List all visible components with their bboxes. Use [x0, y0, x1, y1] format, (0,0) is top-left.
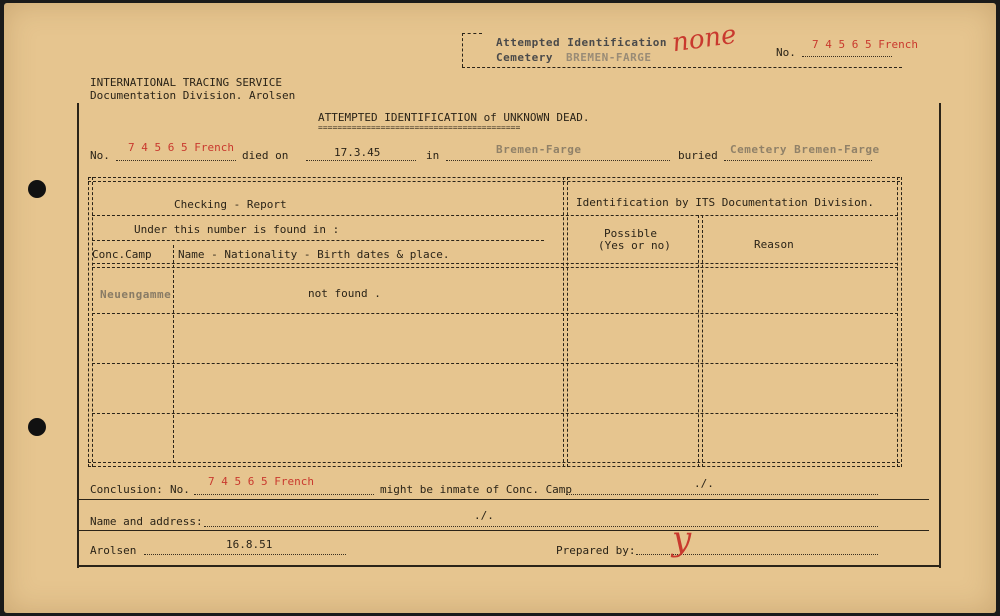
info-died-value: 17.3.45 [334, 146, 381, 159]
handwritten-none: none [670, 19, 739, 59]
name-address-label: Name and address: [90, 515, 203, 528]
org-name: INTERNATIONAL TRACING SERVICE [90, 76, 283, 89]
document-card [4, 3, 996, 613]
name-address-value: ./. [474, 509, 494, 522]
punch-hole-top [28, 180, 46, 198]
reason-header: Reason [754, 238, 794, 251]
col-camp-header: Conc.Camp [92, 248, 152, 261]
possible-header: Possible [604, 227, 657, 240]
signature: y [672, 519, 692, 559]
col-name-header: Name - Nationality - Birth dates & place. [178, 248, 450, 261]
info-buried-value: Cemetery Bremen-Farge [730, 143, 880, 156]
prepared-by-label: Prepared by: [556, 544, 636, 557]
conclusion-value: ./. [694, 477, 714, 490]
checking-report-header: Checking - Report [174, 198, 287, 211]
org-division: Documentation Division. Arolsen [90, 89, 296, 102]
row1-result: not found . [308, 287, 381, 300]
yes-or-no-header: (Yes or no) [598, 239, 671, 252]
info-no-value: 7 4 5 6 5 French [128, 141, 234, 154]
title-underline: ========================================== [318, 123, 521, 132]
conclusion-label: Conclusion: [90, 483, 163, 496]
right-border [939, 103, 941, 568]
stamp-cemetery-smudged: BREMEN-FARGE [566, 51, 652, 64]
identification-header: Identification by ITS Documentation Division. [576, 196, 875, 209]
header-no-label: No. [776, 46, 796, 59]
conclusion-no-value: 7 4 5 6 5 French [208, 475, 314, 488]
info-buried-label: buried [678, 149, 718, 162]
info-no-label: No. [90, 149, 110, 162]
under-number-label: Under this number is found in : [134, 223, 340, 236]
punch-hole-bottom [28, 418, 46, 436]
info-place-value: Bremen-Farge [496, 143, 582, 156]
stamp-line-2: Cemetery [496, 51, 553, 64]
page-title: ATTEMPTED IDENTIFICATION of UNKNOWN DEAD. [318, 111, 590, 124]
conclusion-text: might be inmate of Conc. Camp [380, 483, 573, 496]
row1-camp: Neuengamme [100, 288, 172, 301]
conclusion-no-label: No. [170, 483, 190, 496]
stamp-line-1: Attempted Identification [496, 36, 667, 49]
info-in-label: in [426, 149, 440, 162]
header-no-value: 7 4 5 6 5 French [812, 38, 918, 51]
info-died-label: died on [242, 149, 289, 162]
footer-date: 16.8.51 [226, 538, 273, 551]
footer-place: Arolsen [90, 544, 137, 557]
